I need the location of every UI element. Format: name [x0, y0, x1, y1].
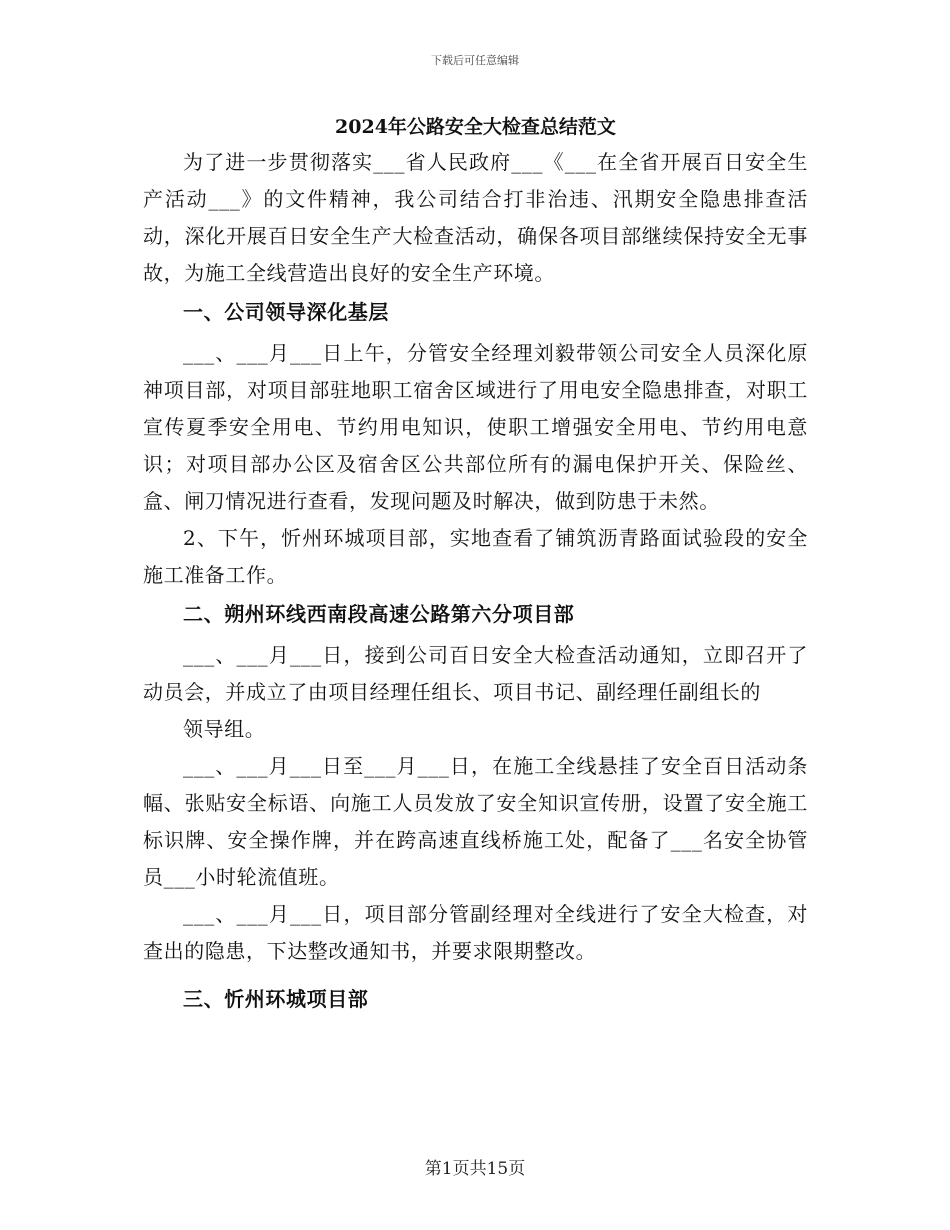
section-2-paragraph-3: ___、___月___日，项目部分管副经理对全线进行了安全大检查，对查出的隐患，下达整改通知书，并要求限期整改。 [143, 902, 808, 963]
section-heading-2: 二、朔州环线西南段高速公路第六分项目部 [183, 602, 575, 626]
document-title: 2024年公路安全大检查总结范文 [335, 116, 616, 138]
section-1-paragraph-1: ___、___月___日上午，分管安全经理刘毅带领公司安全人员深化原神项目部，对项目部驻地职工宿舍区域进行了用电安全隐患排查，对职工宣传夏季安全用电、节约用电知识，使职工增强安全用电、节约用电意识；对项目部办公区及宿舍区公共部位所有的漏电保护开关、保险丝、盒、闸刀情况进行查看，发现问题及时解决，做到防患于未然。 [143, 341, 808, 513]
section-2-paragraph-1-continued: 领导组。 [183, 717, 266, 741]
page-number: 第1页共15页 [424, 1159, 526, 1179]
download-note: 下载后可任意编辑 [431, 54, 519, 67]
section-heading-3: 三、忻州环城项目部 [183, 987, 369, 1011]
document-body [143, 110, 808, 1022]
section-2-paragraph-2: ___、___月___日至___月___日，在施工全线悬挂了安全百日活动条幅、张贴安全标语、向施工人员发放了安全知识宣传册，设置了安全施工标识牌、安全操作牌，并在跨高速直线桥施工处，配备了___名安全协管员___小时轮流值班。 [143, 754, 808, 889]
section-heading-1: 一、公司领导深化基层 [183, 300, 389, 324]
section-2-paragraph-1: ___、___月___日，接到公司百日安全大检查活动通知，立即召开了动员会，并成立了由项目经理任组长、项目书记、副经理任副组长的 [143, 643, 808, 704]
section-1-paragraph-2: 2、下午，忻州环城项目部，实地查看了铺筑沥青路面试验段的安全施工准备工作。 [143, 526, 808, 587]
intro-paragraph: 为了进一步贯彻落实___省人民政府___《___在全省开展百日安全生产活动___》的文件精神，我公司结合打非治违、汛期安全隐患排查活动，深化开展百日安全生产大检查活动，确保各项目部继续保持安全无事故，为施工全线营造出良好的安全生产环境。 [143, 150, 808, 285]
